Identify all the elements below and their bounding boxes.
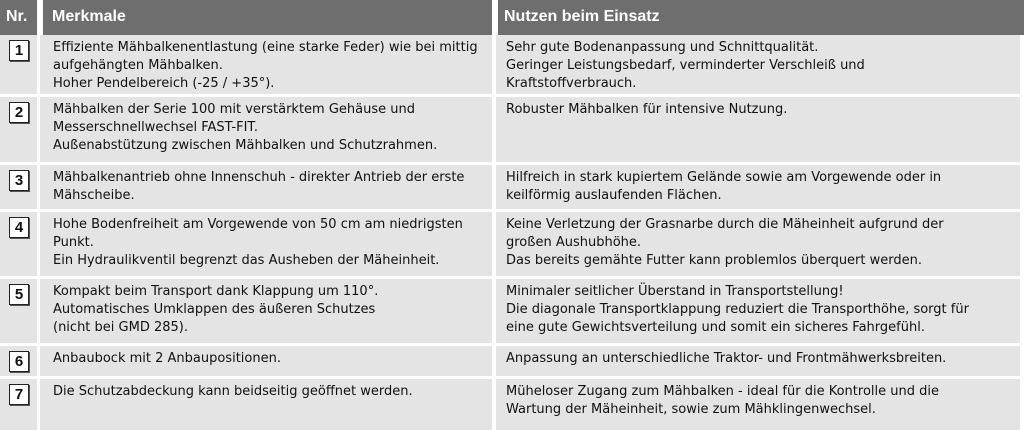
benefit-text: Anpassung an unterschiedliche Traktor- und Frontmähwerksbreiten. (506, 351, 947, 366)
benefit-text: Müheloser Zugang zum Mähbalken - ideal für die Kontrolle und die Wartung der Mäheinheit, sowie zum Mähklingenwechsel. (506, 384, 939, 417)
feature-text: Hohe Bodenfreiheit am Vorgewende von 50 cm am niedrigsten Punkt. Ein Hydraulikventil begrenzt das Ausheben der Mäheinheit. (53, 217, 463, 268)
benefit-text: Robuster Mähbalken für intensive Nutzung. (506, 102, 788, 117)
table-row (0, 279, 1024, 343)
benefit-cell (496, 165, 1020, 209)
row-number-badge: 5 (9, 284, 29, 305)
table-row (0, 97, 1024, 162)
feature-cell (40, 379, 492, 430)
benefit-text: Keine Verletzung der Grasnarbe durch die Mäheinheit aufgrund der großen Aushubhöhe. Das bereits gemähte Futter kann problemlos überquert werden. (506, 217, 944, 268)
feature-cell (40, 212, 492, 276)
benefit-cell (496, 212, 1020, 276)
row-number-cell (0, 212, 37, 276)
benefit-text: Hilfreich in stark kupiertem Gelände sowie am Vorgewende oder in keilförmig auslaufenden Flächen. (506, 170, 942, 203)
row-number-cell (0, 279, 37, 343)
row-number-badge: 1 (9, 40, 29, 61)
benefit-text: Minimaler seitlicher Überstand in Transportstellung! Die diagonale Transportklappung reduziert die Transporthöhe, sorgt für eine gute Gewichtsverteilung und somit ein sicheres Fahrgefühl. (506, 284, 969, 335)
benefit-cell (496, 97, 1020, 162)
row-number-badge: 2 (9, 102, 29, 123)
feature-text: Anbaubock mit 2 Anbaupositionen. (53, 351, 281, 366)
row-number-cell (0, 379, 37, 430)
feature-text: Mähbalken der Serie 100 mit verstärktem Gehäuse und Messerschnellwechsel FAST-FIT. Außenabstützung zwischen Mähbalken und Schutzrahmen. (53, 102, 438, 153)
benefit-cell (496, 35, 1020, 94)
feature-cell (40, 279, 492, 343)
header-nr: Nr. (6, 8, 28, 25)
feature-cell (40, 35, 492, 94)
feature-cell (40, 165, 492, 209)
row-number-cell (0, 97, 37, 162)
header-divider (492, 0, 498, 35)
benefit-cell (496, 346, 1020, 376)
feature-text: Kompakt beim Transport dank Klappung um 110°. Automatisches Umklappen des äußeren Schutzes (nicht bei GMD 285). (53, 284, 379, 335)
table-row (0, 346, 1024, 376)
header-benefits: Nutzen beim Einsatz (504, 8, 660, 25)
row-number-badge: 7 (9, 384, 29, 405)
header-divider (37, 0, 43, 35)
row-number-badge: 4 (9, 217, 29, 238)
table-row (0, 379, 1024, 430)
feature-text: Effiziente Mähbalkenentlastung (eine starke Feder) wie bei mittig aufgehängten Mähbalken. Hoher Pendelbereich (-25 / +35°). (53, 40, 478, 91)
header-features: Merkmale (52, 8, 126, 25)
table-row (0, 35, 1024, 94)
table-row (0, 165, 1024, 209)
feature-cell (40, 97, 492, 162)
feature-text: Mähbalkenantrieb ohne Innenschuh - direkter Antrieb der erste Mähscheibe. (53, 170, 465, 203)
feature-cell (40, 346, 492, 376)
benefit-text: Sehr gute Bodenanpassung und Schnittqualität. Geringer Leistungsbedarf, verminderter Verschleiß und Kraftstoffverbrauch. (506, 40, 865, 91)
row-number-cell (0, 165, 37, 209)
row-number-cell (0, 346, 37, 376)
benefit-cell (496, 279, 1020, 343)
row-number-badge: 6 (9, 351, 29, 372)
benefit-cell (496, 379, 1020, 430)
table-row (0, 212, 1024, 276)
row-number-cell (0, 35, 37, 94)
table-header (0, 0, 1024, 35)
row-number-badge: 3 (9, 170, 29, 191)
feature-text: Die Schutzabdeckung kann beidseitig geöffnet werden. (53, 384, 413, 399)
